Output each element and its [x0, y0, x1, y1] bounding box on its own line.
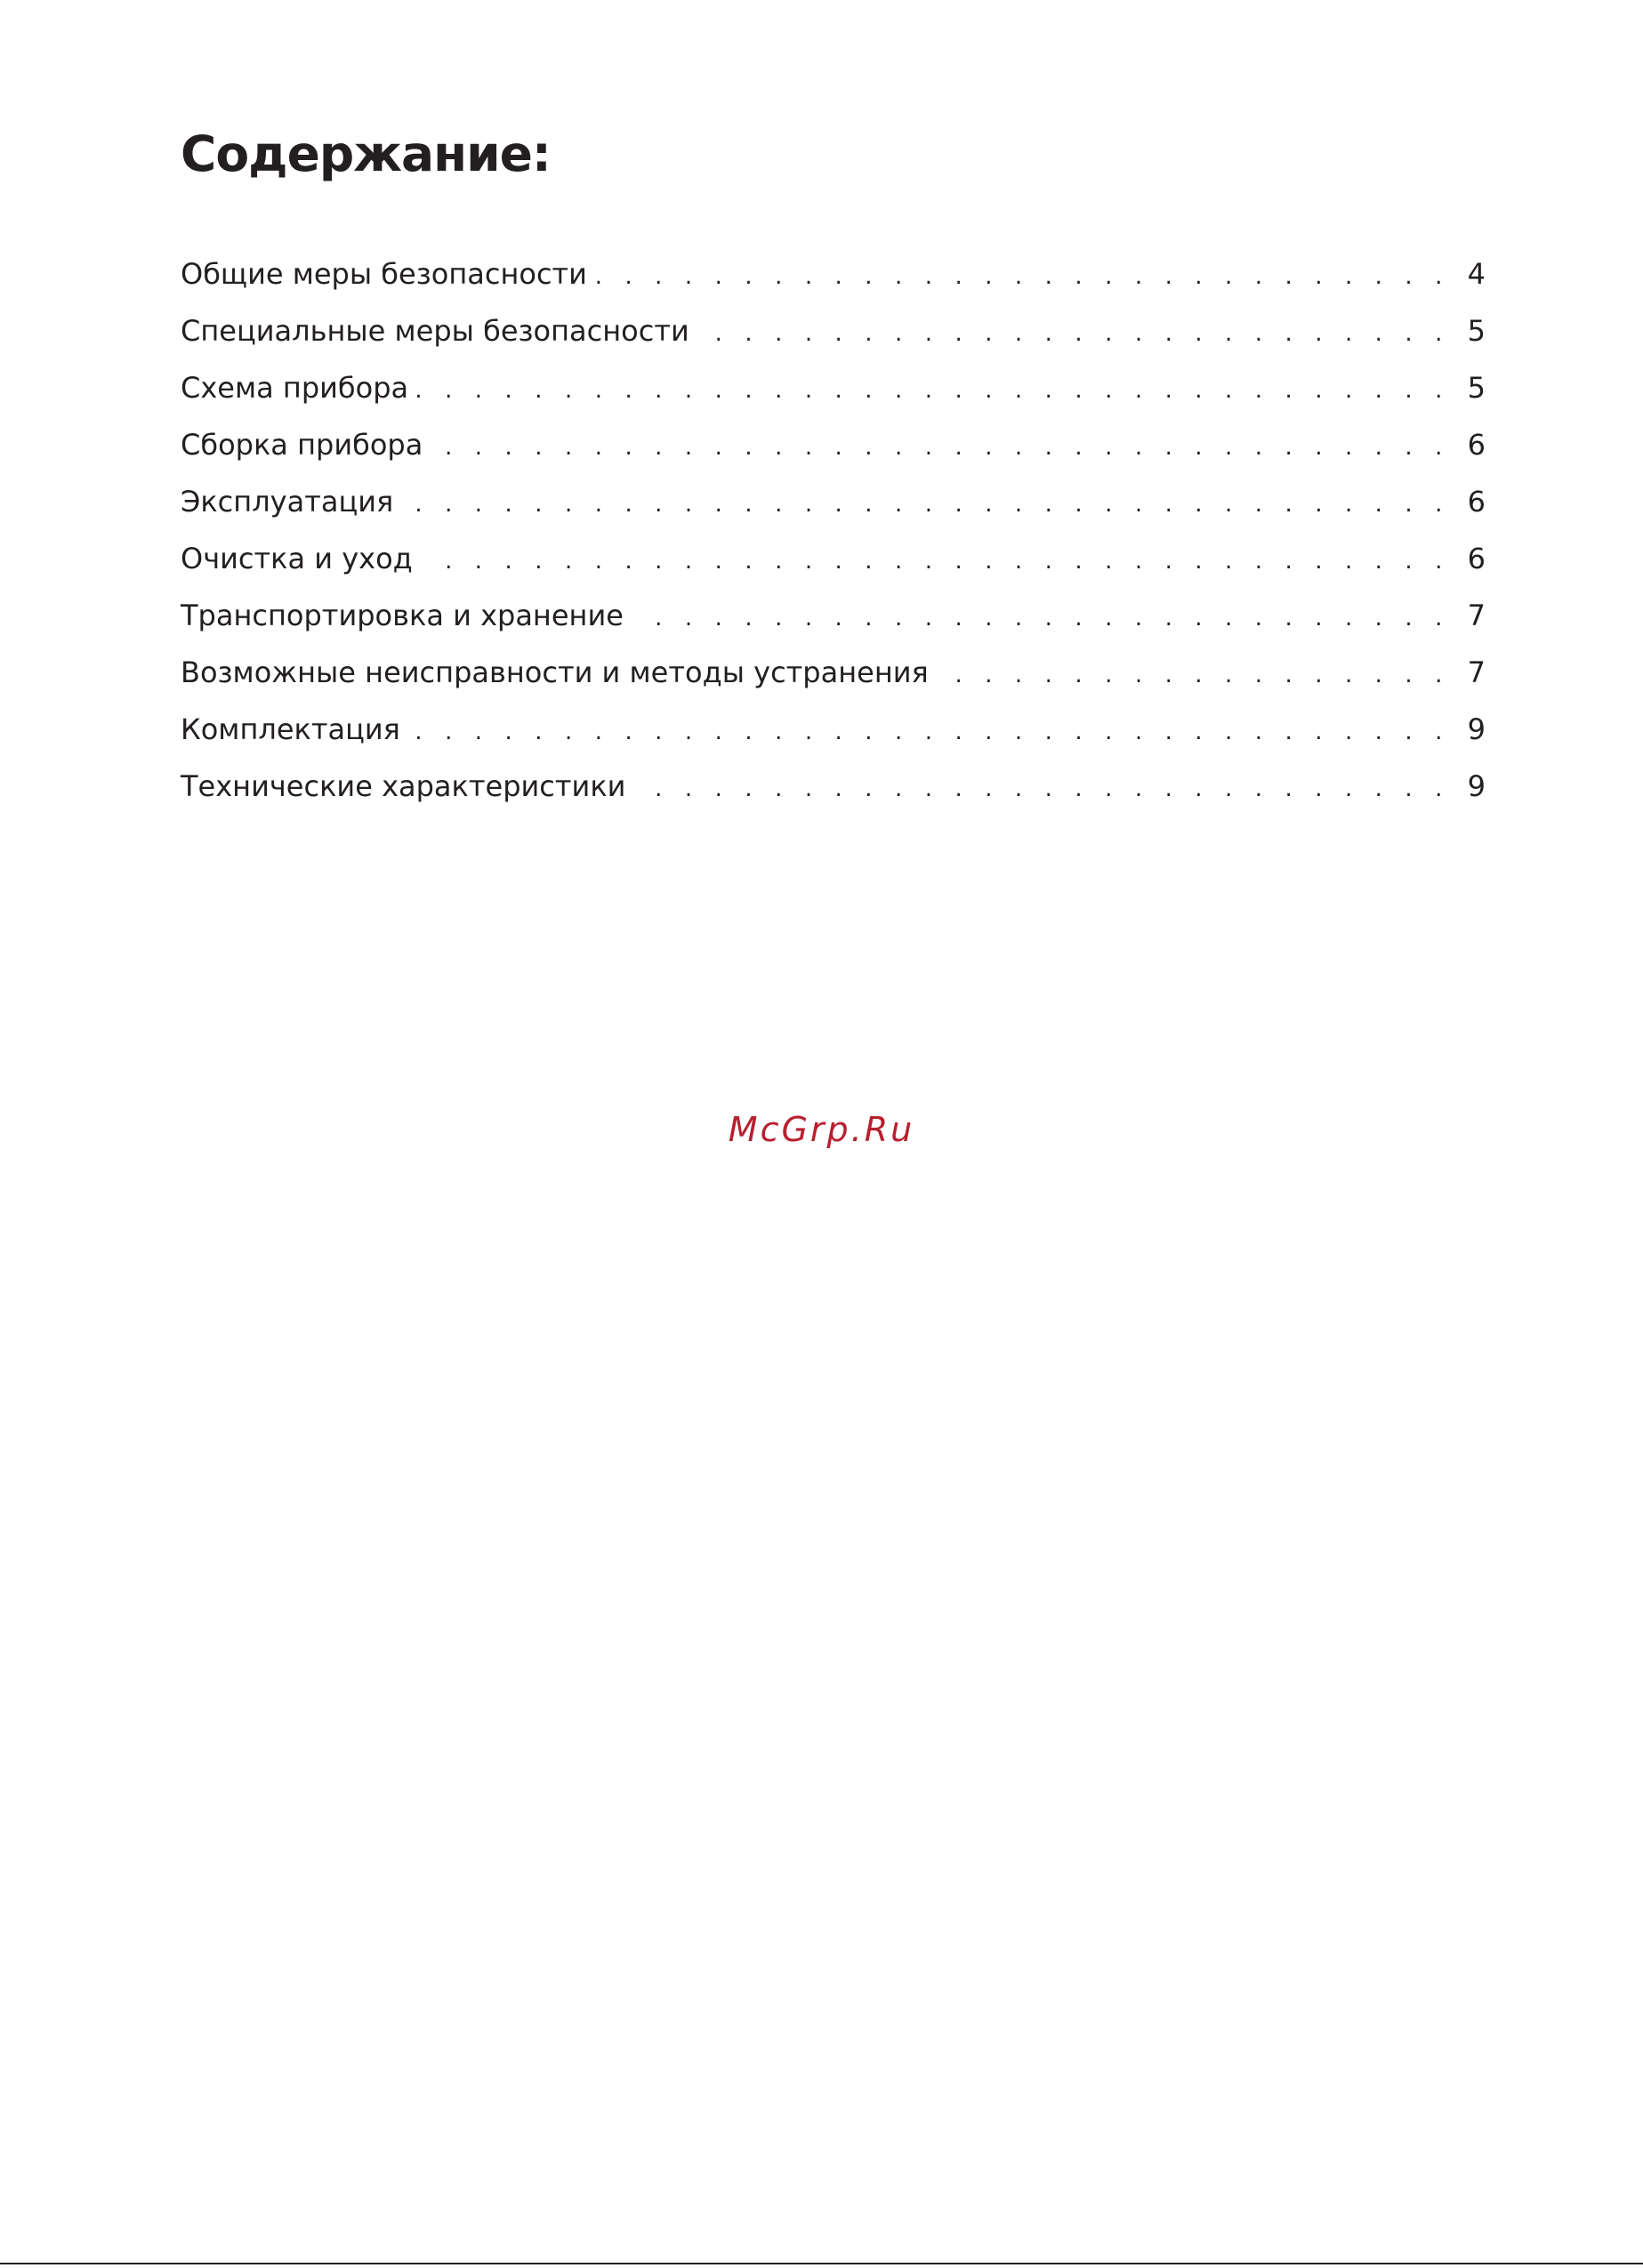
table-of-contents	[181, 249, 1486, 818]
toc-entry[interactable]	[181, 591, 1486, 647]
toc-entry-label: Очистка и уход	[181, 542, 413, 575]
toc-entry[interactable]	[181, 647, 1486, 704]
toc-entry-label: Сборка прибора	[181, 428, 423, 462]
toc-dot-leader	[632, 593, 1450, 643]
toc-entry-page: 7	[1467, 655, 1486, 689]
toc-dot-leader	[596, 252, 1450, 302]
toc-entry-label: Комплектация	[181, 712, 400, 746]
toc-dot-leader	[698, 309, 1450, 358]
toc-dot-leader	[422, 536, 1450, 586]
toc-entry-page: 6	[1467, 485, 1486, 519]
watermark: McGrp.Ru	[728, 1110, 915, 1149]
toc-entry-page: 9	[1467, 769, 1486, 803]
toc-entry[interactable]	[181, 249, 1486, 306]
toc-entry-label: Схема прибора	[181, 371, 409, 405]
toc-entry-label: Специальные меры безопасности	[181, 314, 689, 348]
toc-entry-label: Возможные неисправности и методы устранения	[181, 655, 929, 689]
toc-entry[interactable]	[181, 704, 1486, 761]
toc-entry-page: 6	[1467, 542, 1486, 575]
toc-entry-page: 6	[1467, 428, 1486, 462]
toc-entry-label: Эксплуатация	[181, 485, 394, 519]
page-title: Содержание:	[181, 125, 551, 182]
toc-entry-label: Технические характеристики	[181, 769, 626, 803]
toc-dot-leader	[938, 650, 1450, 700]
toc-entry-page: 5	[1467, 314, 1486, 348]
toc-dot-leader	[431, 422, 1450, 472]
toc-entry[interactable]	[181, 420, 1486, 477]
toc-dot-leader	[634, 764, 1450, 814]
toc-dot-leader	[409, 707, 1450, 757]
toc-entry-page: 5	[1467, 371, 1486, 405]
toc-entry-label: Общие меры безопасности	[181, 257, 587, 291]
toc-entry[interactable]	[181, 363, 1486, 420]
toc-entry-page: 9	[1467, 712, 1486, 746]
toc-entry[interactable]	[181, 761, 1486, 818]
toc-entry[interactable]	[181, 477, 1486, 534]
toc-entry-label: Транспортировка и хранение	[181, 599, 624, 632]
toc-dot-leader	[402, 479, 1450, 529]
page-bottom-divider	[0, 2263, 1643, 2264]
toc-entry[interactable]	[181, 306, 1486, 363]
toc-entry-page: 7	[1467, 599, 1486, 632]
toc-dot-leader	[417, 366, 1450, 415]
toc-entry-page: 4	[1467, 257, 1486, 291]
toc-entry[interactable]	[181, 534, 1486, 591]
